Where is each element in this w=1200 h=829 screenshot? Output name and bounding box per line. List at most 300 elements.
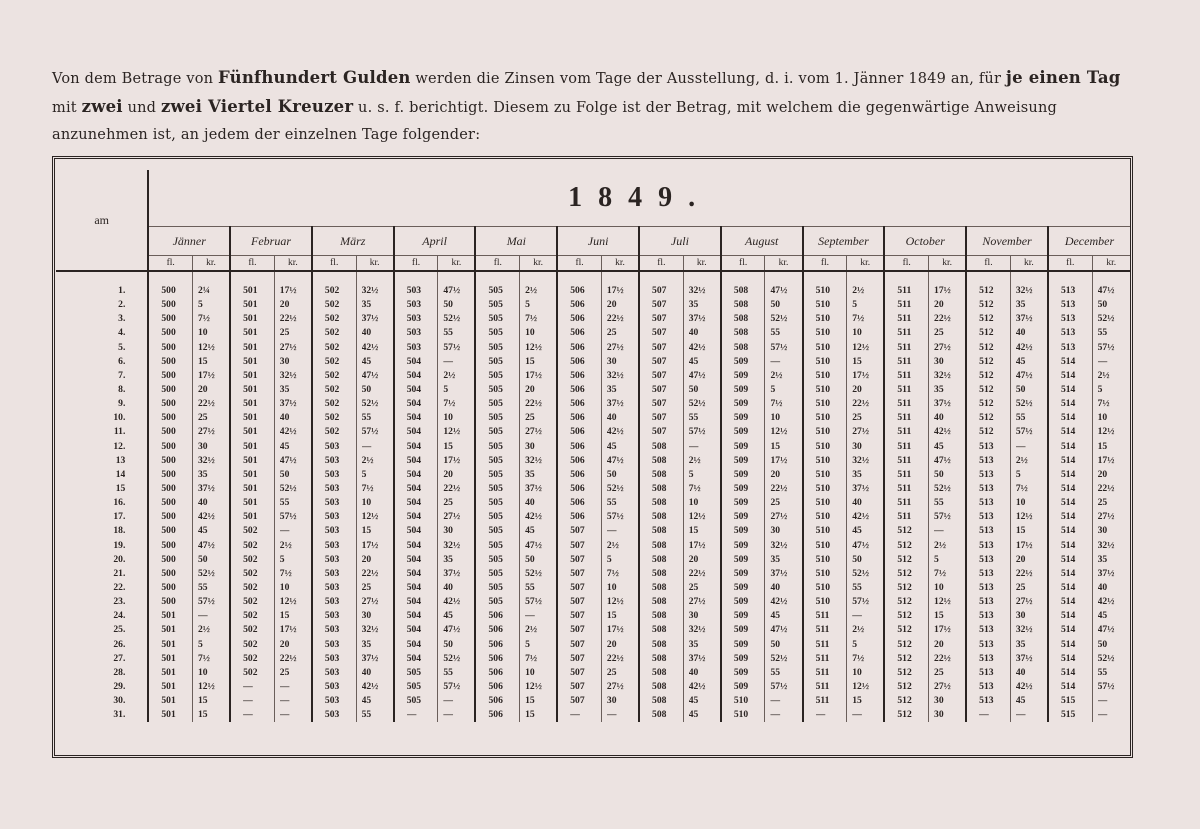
unit-kr-label: kr. xyxy=(847,256,885,272)
gulden-value: 508 xyxy=(652,581,667,593)
gulden-value: 507 xyxy=(570,610,585,622)
kreuzer-value: — xyxy=(606,709,617,721)
day-label: 19. xyxy=(113,539,126,551)
gulden-value: 501 xyxy=(243,383,258,395)
gulden-value: 504 xyxy=(406,369,422,381)
gulden-value: 510 xyxy=(815,313,830,325)
gulden-value: 508 xyxy=(652,553,667,565)
kreuzer-value: 20 xyxy=(361,553,372,565)
gulden-value: 507 xyxy=(652,412,667,424)
kreuzer-value: — xyxy=(279,680,290,692)
kreuzer-value: 7½ xyxy=(1015,482,1028,494)
day-label: 21. xyxy=(113,567,126,579)
gulden-value: 510 xyxy=(815,581,830,593)
kreuzer-value: 55 xyxy=(198,581,208,593)
kreuzer-value: 10 xyxy=(1097,412,1108,424)
gulden-value: 510 xyxy=(815,454,830,466)
kreuzer-value: 20 xyxy=(525,383,535,395)
gulden-value: 500 xyxy=(161,285,176,296)
kreuzer-value: 37½ xyxy=(1015,652,1033,664)
kreuzer-value: 27½ xyxy=(934,680,951,692)
gulden-value: 511 xyxy=(897,341,912,353)
gulden-value: 510 xyxy=(815,299,830,311)
kreuzer-value: 40 xyxy=(1015,666,1026,678)
gulden-value: 502 xyxy=(324,327,340,339)
gulden-value: 505 xyxy=(488,482,503,494)
gulden-value: 503 xyxy=(324,482,340,494)
gulden-value: 509 xyxy=(733,638,749,650)
gulden-value: 508 xyxy=(652,596,667,608)
gulden-value: 508 xyxy=(652,525,667,537)
gulden-value: 508 xyxy=(733,285,749,296)
gulden-value: 503 xyxy=(324,525,340,537)
gulden-value: 500 xyxy=(161,327,176,339)
month-header: Mai xyxy=(475,227,557,256)
kreuzer-value: 25 xyxy=(606,327,617,339)
gulden-value: 501 xyxy=(243,398,258,410)
kreuzer-value: 47½ xyxy=(279,454,297,466)
gulden-value: 507 xyxy=(570,596,585,608)
gulden-value: 508 xyxy=(652,497,667,509)
kreuzer-value: 37½ xyxy=(525,482,542,494)
day-label: 22. xyxy=(113,581,126,593)
kreuzer-value: 10 xyxy=(852,327,862,339)
unit-kr-label: kr. xyxy=(1092,256,1130,272)
gulden-value: 505 xyxy=(488,525,503,537)
kreuzer-value: 7½ xyxy=(198,652,210,664)
gulden-value: 501 xyxy=(243,285,258,296)
kreuzer-value: 45 xyxy=(361,695,372,707)
gulden-value: 507 xyxy=(652,398,667,410)
gulden-value: 504 xyxy=(406,553,422,565)
day-label: 18. xyxy=(113,525,126,537)
gulden-value: 504 xyxy=(406,482,422,494)
kreuzer-column xyxy=(356,271,394,722)
kreuzer-value: 22½ xyxy=(606,313,624,325)
intro-rate3: zwei Viertel Kreuzer xyxy=(160,97,354,116)
kreuzer-value: 30 xyxy=(934,709,944,721)
month-header: December xyxy=(1048,227,1130,256)
kreuzer-value: 40 xyxy=(688,666,699,678)
kreuzer-value: 42½ xyxy=(443,596,461,608)
kreuzer-value: 30 xyxy=(770,525,781,537)
kreuzer-value: 52½ xyxy=(606,482,624,494)
kreuzer-value: 2½ xyxy=(1097,369,1110,381)
kreuzer-value: 27½ xyxy=(279,341,297,353)
gulden-value: 501 xyxy=(243,313,258,325)
kreuzer-value: 25 xyxy=(688,581,699,593)
gulden-value: 500 xyxy=(161,412,176,424)
gulden-value: — xyxy=(243,709,253,721)
gulden-value: 511 xyxy=(815,652,830,664)
gulden-value: — xyxy=(243,680,253,692)
gulden-value: 504 xyxy=(406,596,422,608)
kreuzer-value: 15 xyxy=(525,355,535,367)
kreuzer-value: 22½ xyxy=(279,652,297,664)
kreuzer-value: — xyxy=(1015,440,1026,452)
gulden-value: 503 xyxy=(324,567,340,579)
gulden-value: 503 xyxy=(324,596,340,608)
gulden-column xyxy=(148,271,192,722)
gulden-value: 514 xyxy=(1060,525,1076,537)
gulden-value: 510 xyxy=(815,412,830,424)
kreuzer-value: 32½ xyxy=(1097,539,1115,551)
kreuzer-value: 42½ xyxy=(361,341,379,353)
gulden-value: 506 xyxy=(488,680,503,692)
gulden-column xyxy=(475,271,519,722)
gulden-value: 500 xyxy=(161,525,176,537)
kreuzer-value: 17½ xyxy=(852,369,870,381)
kreuzer-value: 55 xyxy=(443,666,453,678)
gulden-value: 507 xyxy=(570,539,585,551)
kreuzer-value: 30 xyxy=(934,695,944,707)
gulden-value: 504 xyxy=(406,497,422,509)
kreuzer-value: 10 xyxy=(770,412,781,424)
gulden-value: 506 xyxy=(570,412,585,424)
kreuzer-value: 52½ xyxy=(770,652,788,664)
gulden-value: 501 xyxy=(243,355,258,367)
gulden-value: 512 xyxy=(897,596,912,608)
kreuzer-column xyxy=(683,271,721,722)
kreuzer-value: 45 xyxy=(688,695,699,707)
gulden-value: 501 xyxy=(243,468,258,480)
kreuzer-value: 5 xyxy=(770,383,776,395)
gulden-value: 506 xyxy=(570,454,585,466)
gulden-value: 512 xyxy=(897,709,912,721)
gulden-value: 513 xyxy=(979,497,994,509)
gulden-value: 500 xyxy=(161,398,176,410)
unit-fl-label: fl. xyxy=(966,256,1010,272)
gulden-value: 508 xyxy=(652,440,667,452)
gulden-value: 509 xyxy=(733,581,749,593)
kreuzer-value: 7½ xyxy=(1097,398,1110,410)
kreuzer-value: — xyxy=(770,355,781,367)
kreuzer-value: 42½ xyxy=(934,426,951,438)
gulden-value: 511 xyxy=(897,482,912,494)
kreuzer-column xyxy=(601,271,639,722)
gulden-value: 511 xyxy=(815,624,830,636)
day-label: 11. xyxy=(113,426,126,438)
gulden-value: 501 xyxy=(243,440,258,452)
kreuzer-value: 32½ xyxy=(1015,285,1033,296)
kreuzer-value: 12½ xyxy=(525,680,542,692)
kreuzer-value: 5 xyxy=(852,299,858,311)
gulden-value: 505 xyxy=(488,299,503,311)
kreuzer-value: 45 xyxy=(198,525,208,537)
kreuzer-value: 30 xyxy=(443,525,453,537)
day-label: 2. xyxy=(118,299,126,311)
kreuzer-value: 12½ xyxy=(1015,511,1033,523)
gulden-value: 504 xyxy=(406,610,422,622)
gulden-value: 502 xyxy=(324,341,340,353)
intro-rate: je einen Tag xyxy=(1005,68,1121,87)
kreuzer-value: 40 xyxy=(361,666,372,678)
kreuzer-column xyxy=(193,271,231,722)
kreuzer-value: 15 xyxy=(198,695,208,707)
gulden-value: 507 xyxy=(570,567,585,579)
kreuzer-column xyxy=(847,271,885,722)
kreuzer-value: 2½ xyxy=(361,454,374,466)
kreuzer-value: 35 xyxy=(934,383,944,395)
kreuzer-value: 10 xyxy=(688,497,699,509)
kreuzer-value: 7½ xyxy=(770,398,783,410)
kreuzer-value: 42½ xyxy=(688,680,706,692)
gulden-value: 502 xyxy=(243,652,258,664)
gulden-value: 513 xyxy=(979,454,994,466)
kreuzer-value: 12½ xyxy=(198,680,215,692)
gulden-column xyxy=(803,271,847,722)
kreuzer-value: 5 xyxy=(934,553,939,565)
gulden-value: 507 xyxy=(652,369,667,381)
gulden-value: 505 xyxy=(406,695,422,707)
kreuzer-value: 12½ xyxy=(443,426,461,438)
kreuzer-value: 35 xyxy=(688,299,699,311)
kreuzer-value: 15 xyxy=(1015,525,1026,537)
kreuzer-value: 32½ xyxy=(688,285,706,296)
kreuzer-value: 7½ xyxy=(525,652,538,664)
kreuzer-value: 25 xyxy=(852,412,862,424)
gulden-value: 510 xyxy=(815,525,830,537)
kreuzer-value: 42½ xyxy=(198,511,215,523)
kreuzer-value: 12½ xyxy=(852,341,870,353)
gulden-value: 507 xyxy=(652,383,667,395)
unit-kr-label: kr. xyxy=(274,256,312,272)
kreuzer-value: 35 xyxy=(443,553,453,565)
day-label: 27. xyxy=(113,652,126,664)
kreuzer-value: 15 xyxy=(525,709,535,721)
kreuzer-value: 32½ xyxy=(525,454,542,466)
kreuzer-value: 42½ xyxy=(1015,341,1033,353)
gulden-value: 500 xyxy=(161,482,176,494)
gulden-value: 507 xyxy=(570,638,585,650)
gulden-value: 507 xyxy=(570,652,585,664)
kreuzer-value: 20 xyxy=(606,299,617,311)
kreuzer-value: 45 xyxy=(443,610,453,622)
kreuzer-value: 37½ xyxy=(198,482,215,494)
kreuzer-value: 27½ xyxy=(688,596,706,608)
kreuzer-value: 17½ xyxy=(934,624,951,636)
gulden-value: 505 xyxy=(488,539,503,551)
gulden-value: 506 xyxy=(488,638,503,650)
gulden-value: 503 xyxy=(324,497,340,509)
gulden-value: 508 xyxy=(733,341,749,353)
gulden-value: 507 xyxy=(652,313,667,325)
kreuzer-column xyxy=(765,271,803,722)
kreuzer-value: 25 xyxy=(934,666,944,678)
kreuzer-value: 55 xyxy=(361,709,372,721)
gulden-value: 504 xyxy=(406,511,422,523)
kreuzer-value: 42½ xyxy=(361,680,379,692)
kreuzer-value: 52½ xyxy=(361,398,379,410)
kreuzer-value: — xyxy=(688,440,699,452)
kreuzer-value: 42½ xyxy=(770,596,788,608)
gulden-value: 503 xyxy=(406,299,422,311)
kreuzer-value: 57½ xyxy=(525,596,542,608)
kreuzer-value: 20 xyxy=(606,638,617,650)
gulden-value: 508 xyxy=(652,666,667,678)
gulden-value: 514 xyxy=(1060,468,1076,480)
kreuzer-value: 40 xyxy=(198,497,208,509)
kreuzer-value: 2½ xyxy=(198,624,210,636)
gulden-value: 511 xyxy=(897,440,912,452)
kreuzer-value: 35 xyxy=(1097,553,1108,565)
kreuzer-value: 17½ xyxy=(770,454,788,466)
kreuzer-value: 57½ xyxy=(852,596,870,608)
gulden-value: 509 xyxy=(733,610,749,622)
kreuzer-value: 12½ xyxy=(770,426,788,438)
gulden-column xyxy=(1048,271,1092,722)
kreuzer-value: 35 xyxy=(361,638,372,650)
gulden-value: 509 xyxy=(733,624,749,636)
kreuzer-value: 32½ xyxy=(770,539,788,551)
kreuzer-value: 32½ xyxy=(1015,624,1033,636)
kreuzer-value: 45 xyxy=(770,610,781,622)
gulden-value: 511 xyxy=(897,383,912,395)
kreuzer-value: 20 xyxy=(770,468,781,480)
gulden-value: 502 xyxy=(324,299,340,311)
kreuzer-value: 17½ xyxy=(688,539,706,551)
gulden-value: 513 xyxy=(979,610,994,622)
gulden-value: 513 xyxy=(979,553,994,565)
gulden-value: 500 xyxy=(161,511,176,523)
kreuzer-value: 15 xyxy=(688,525,699,537)
kreuzer-value: 42½ xyxy=(688,341,706,353)
kreuzer-value: 50 xyxy=(688,383,699,395)
kreuzer-value: 30 xyxy=(1015,610,1026,622)
day-label: 9. xyxy=(118,398,126,410)
kreuzer-value: 5 xyxy=(525,299,530,311)
kreuzer-value: 15 xyxy=(770,440,781,452)
kreuzer-value: 55 xyxy=(525,581,535,593)
gulden-value: 514 xyxy=(1060,355,1076,367)
gulden-value: 510 xyxy=(815,398,830,410)
gulden-value: 501 xyxy=(161,666,176,678)
kreuzer-value: 32½ xyxy=(443,539,461,551)
kreuzer-value: 2½ xyxy=(606,539,619,551)
kreuzer-value: 7½ xyxy=(198,313,210,325)
gulden-value: 500 xyxy=(161,440,176,452)
unit-kr-label: kr. xyxy=(601,256,639,272)
gulden-value: 509 xyxy=(733,369,749,381)
gulden-value: 512 xyxy=(979,313,994,325)
gulden-value: 507 xyxy=(652,355,667,367)
day-label: 15 xyxy=(115,482,126,494)
kreuzer-value: 10 xyxy=(606,581,617,593)
kreuzer-value: 37½ xyxy=(606,398,624,410)
kreuzer-value: 22½ xyxy=(934,652,951,664)
kreuzer-value: 57½ xyxy=(770,341,788,353)
kreuzer-value: 35 xyxy=(1015,638,1026,650)
gulden-value: 505 xyxy=(488,567,503,579)
gulden-value: 502 xyxy=(243,638,258,650)
gulden-value: 500 xyxy=(161,426,176,438)
kreuzer-value: 57½ xyxy=(934,511,951,523)
kreuzer-value: 7½ xyxy=(525,313,538,325)
kreuzer-value: 57½ xyxy=(443,680,461,692)
gulden-value: 500 xyxy=(161,369,176,381)
kreuzer-value: 45 xyxy=(688,709,699,721)
kreuzer-value: 35 xyxy=(688,638,699,650)
gulden-value: — xyxy=(979,709,989,721)
gulden-value: 506 xyxy=(570,341,585,353)
kreuzer-value: 37½ xyxy=(688,313,706,325)
kreuzer-value: 2½ xyxy=(525,624,538,636)
kreuzer-value: — xyxy=(443,709,453,721)
kreuzer-column xyxy=(438,271,476,722)
kreuzer-value: 30 xyxy=(606,355,617,367)
month-header: November xyxy=(966,227,1048,256)
gulden-value: 507 xyxy=(652,285,667,296)
gulden-value: 511 xyxy=(897,355,912,367)
kreuzer-value: 15 xyxy=(198,709,208,721)
kreuzer-value: 17½ xyxy=(279,624,297,636)
day-label: 17. xyxy=(113,511,126,523)
gulden-value: 509 xyxy=(733,412,749,424)
kreuzer-value: 20 xyxy=(1097,468,1108,480)
gulden-value: 506 xyxy=(570,299,585,311)
kreuzer-value: 57½ xyxy=(1097,341,1115,353)
gulden-value: 506 xyxy=(570,369,585,381)
kreuzer-value: — xyxy=(279,695,290,707)
gulden-value: 501 xyxy=(161,680,176,692)
day-label: 20. xyxy=(113,553,126,565)
kreuzer-value: 17½ xyxy=(1015,539,1033,551)
gulden-value: 515 xyxy=(1060,695,1076,707)
gulden-value: 506 xyxy=(570,398,585,410)
kreuzer-value: 12½ xyxy=(525,341,542,353)
kreuzer-value: 55 xyxy=(1097,327,1108,339)
kreuzer-value: 55 xyxy=(1015,412,1026,424)
kreuzer-value: 32½ xyxy=(361,285,379,296)
gulden-value: 503 xyxy=(324,511,340,523)
kreuzer-column xyxy=(929,271,967,722)
unit-fl-label: fl. xyxy=(557,256,601,272)
gulden-value: 510 xyxy=(815,369,830,381)
kreuzer-value: 50 xyxy=(606,468,617,480)
kreuzer-value: 22½ xyxy=(770,482,788,494)
gulden-value: 505 xyxy=(488,426,503,438)
month-header-row xyxy=(56,227,1130,256)
gulden-value: 512 xyxy=(897,695,912,707)
unit-kr-label: kr. xyxy=(683,256,721,272)
kreuzer-value: 5 xyxy=(688,468,694,480)
unit-fl-label: fl. xyxy=(884,256,928,272)
gulden-value: 506 xyxy=(570,468,585,480)
gulden-value: 503 xyxy=(324,652,340,664)
kreuzer-value: 37½ xyxy=(361,652,379,664)
gulden-value: 500 xyxy=(161,581,176,593)
unit-fl-label: fl. xyxy=(312,256,356,272)
kreuzer-value: 42½ xyxy=(852,511,870,523)
kreuzer-value: — xyxy=(852,610,862,622)
kreuzer-value: 12½ xyxy=(606,596,624,608)
kreuzer-value: 47½ xyxy=(198,539,215,551)
kreuzer-value: 5 xyxy=(198,299,203,311)
kreuzer-value: 50 xyxy=(770,299,781,311)
gulden-column xyxy=(884,271,928,722)
month-header: Jänner xyxy=(148,227,230,256)
gulden-value: 506 xyxy=(488,652,503,664)
gulden-value: 505 xyxy=(488,285,503,296)
gulden-value: 505 xyxy=(488,511,503,523)
gulden-value: 510 xyxy=(815,383,830,395)
gulden-value: 506 xyxy=(570,482,585,494)
gulden-value: 500 xyxy=(161,313,176,325)
kreuzer-value: 37½ xyxy=(1015,313,1033,325)
gulden-value: 511 xyxy=(897,369,912,381)
gulden-value: 505 xyxy=(488,454,503,466)
kreuzer-value: 40 xyxy=(1097,581,1108,593)
